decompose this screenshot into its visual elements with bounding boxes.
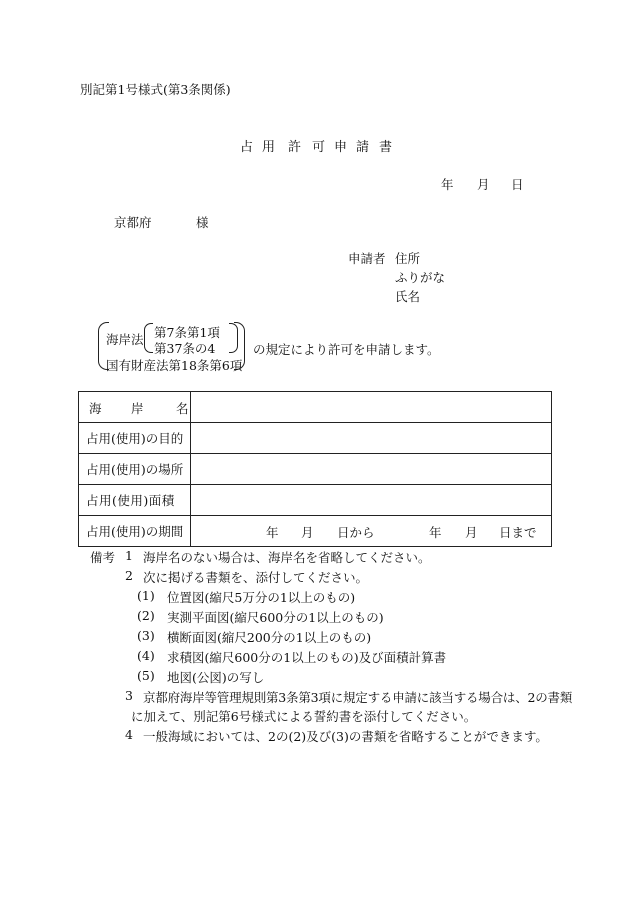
row-label-purpose: 占用(使用)の目的 [79,423,191,454]
area-field[interactable] [191,485,552,516]
date-day: 日 [511,177,524,192]
coast-name-field[interactable] [191,392,552,423]
law-kokuyu-zaisan: 国有財産法第18条第6項 [106,358,243,373]
law-kaigan-article-37: 第37条の4 [154,341,216,356]
note-number: 2 [125,568,133,583]
period-start-year: 年 [266,525,279,540]
note-text: 一般海域においては、2の(2)及び(3)の書類を省略することができます。 [143,729,548,744]
label-char: 名 [176,401,189,416]
sub-note-number: (3) [137,628,155,643]
row-label-location: 占用(使用)の場所 [79,454,191,485]
applicant-furigana-label: ふりがな [395,270,446,285]
sub-note-number: (4) [137,648,155,663]
application-table [78,391,552,547]
title-char: 請 [356,140,370,155]
table-row [79,392,552,423]
title-char: 許 [288,140,302,155]
period-start-day: 日から [337,525,375,540]
row-label-area: 占用(使用)面積 [79,485,191,516]
note-text: 次に掲げる書類を、添付してください。 [143,570,369,585]
sub-note-text: 地図(公図)の写し [167,670,265,685]
title-char: 可 [312,140,326,155]
legal-basis-suffix: の規定により許可を申請します。 [253,342,440,357]
notes-heading: 備考 [90,550,116,565]
purpose-field[interactable] [191,423,552,454]
note-text: 京都府海岸等管理規則第3条第3項に規定する申請に該当する場合は、2の書類 [143,690,573,705]
applicant-label: 申請者 [348,251,386,266]
sub-note-number: (1) [137,588,155,603]
period-end-year: 年 [429,525,442,540]
table-row [79,485,552,516]
row-label-period: 占用(使用)の期間 [79,516,191,547]
row-label-coast-name [79,392,191,423]
law-kaigan: 海岸法 [106,332,144,347]
inner-bracket-left [144,323,153,353]
sub-note-text: 実測平面図(縮尺600分の1以上のもの) [167,610,384,625]
addressee-honorific: 様 [196,215,209,230]
note-number: 3 [125,688,133,703]
title-char: 占 [240,140,254,155]
note-text: 海岸名のない場合は、海岸名を省略してください。 [143,550,431,565]
title-char: 申 [334,140,348,155]
period-start-month: 月 [301,525,314,540]
addressee-name: 京都府 [114,215,152,230]
title-char: 用 [262,140,276,155]
note-text-continued: に加えて、別記第6号様式による誓約書を添付してください。 [131,709,477,724]
label-char: 岸 [131,401,144,416]
note-number: 4 [125,727,133,742]
sub-note-number: (5) [137,668,155,683]
applicant-address-label: 住所 [395,251,421,266]
period-end-day: 日まで [499,525,537,540]
applicant-name-label: 氏名 [395,289,421,304]
sub-note-text: 横断面図(縮尺200分の1以上のもの) [167,630,372,645]
law-kaigan-article-7: 第7条第1項 [154,325,220,340]
title-char: 書 [379,140,393,155]
period-field[interactable] [191,516,552,547]
table-row [79,516,552,547]
table-row [79,423,552,454]
location-field[interactable] [191,454,552,485]
period-end-month: 月 [465,525,478,540]
sub-note-number: (2) [137,608,155,623]
sub-note-text: 求積図(縮尺600分の1以上のもの)及び面積計算書 [167,650,447,665]
label-char: 海 [89,401,102,416]
date-month: 月 [477,177,490,192]
table-row [79,454,552,485]
note-number: 1 [125,548,133,563]
sub-note-text: 位置図(縮尺5万分の1以上のもの) [167,590,356,605]
form-number: 別記第1号様式(第3条関係) [80,82,231,97]
date-year: 年 [441,177,454,192]
